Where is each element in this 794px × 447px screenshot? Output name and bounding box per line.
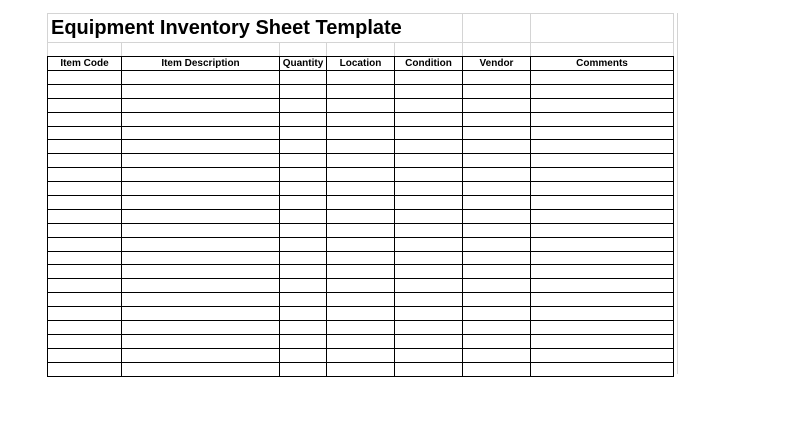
cell-item-code[interactable]	[48, 348, 122, 362]
cell-item-code[interactable]	[48, 71, 122, 85]
empty-cell[interactable]	[395, 43, 463, 57]
cell-location[interactable]	[327, 348, 395, 362]
cell-condition[interactable]	[395, 334, 463, 348]
cell-item-description[interactable]	[122, 196, 280, 210]
cell-comments[interactable]	[531, 265, 674, 279]
cell-comments[interactable]	[531, 126, 674, 140]
cell-item-code[interactable]	[48, 98, 122, 112]
header-item-code[interactable]: Item Code	[48, 57, 122, 71]
table-row	[48, 321, 674, 335]
cell-comments[interactable]	[531, 279, 674, 293]
cell-item-code[interactable]	[48, 362, 122, 376]
cell-item-description[interactable]	[122, 321, 280, 335]
cell-vendor[interactable]	[463, 334, 531, 348]
cell-location[interactable]	[327, 321, 395, 335]
cell-condition[interactable]	[395, 112, 463, 126]
table-row	[48, 334, 674, 348]
table-row	[48, 293, 674, 307]
cell-location[interactable]	[327, 126, 395, 140]
empty-cell[interactable]	[280, 43, 327, 57]
cell-comments[interactable]	[531, 182, 674, 196]
gridline-edge	[677, 13, 678, 374]
empty-cell[interactable]	[531, 14, 674, 43]
cell-condition[interactable]	[395, 321, 463, 335]
cell-condition[interactable]	[395, 307, 463, 321]
cell-vendor[interactable]	[463, 321, 531, 335]
cell-condition[interactable]	[395, 98, 463, 112]
table-row	[48, 126, 674, 140]
cell-vendor[interactable]	[463, 237, 531, 251]
cell-vendor[interactable]	[463, 307, 531, 321]
cell-comments[interactable]	[531, 98, 674, 112]
cell-comments[interactable]	[531, 196, 674, 210]
cell-quantity[interactable]	[280, 334, 327, 348]
cell-quantity[interactable]	[280, 154, 327, 168]
cell-item-description[interactable]	[122, 334, 280, 348]
cell-comments[interactable]	[531, 140, 674, 154]
cell-quantity[interactable]	[280, 112, 327, 126]
cell-comments[interactable]	[531, 321, 674, 335]
cell-comments[interactable]	[531, 334, 674, 348]
cell-item-description[interactable]	[122, 293, 280, 307]
spacer-row	[48, 43, 674, 57]
cell-location[interactable]	[327, 209, 395, 223]
header-quantity[interactable]: Quantity	[280, 57, 327, 71]
cell-comments[interactable]	[531, 251, 674, 265]
cell-quantity[interactable]	[280, 265, 327, 279]
cell-item-code[interactable]	[48, 209, 122, 223]
table-row	[48, 362, 674, 376]
cell-condition[interactable]	[395, 348, 463, 362]
cell-item-code[interactable]	[48, 265, 122, 279]
cell-item-description[interactable]	[122, 209, 280, 223]
cell-vendor[interactable]	[463, 98, 531, 112]
cell-item-description[interactable]	[122, 223, 280, 237]
cell-item-description[interactable]	[122, 154, 280, 168]
cell-quantity[interactable]	[280, 71, 327, 85]
cell-vendor[interactable]	[463, 293, 531, 307]
cell-location[interactable]	[327, 196, 395, 210]
cell-item-code[interactable]	[48, 334, 122, 348]
cell-quantity[interactable]	[280, 223, 327, 237]
table-row	[48, 98, 674, 112]
cell-location[interactable]	[327, 84, 395, 98]
cell-location[interactable]	[327, 237, 395, 251]
cell-vendor[interactable]	[463, 279, 531, 293]
cell-comments[interactable]	[531, 84, 674, 98]
cell-item-description[interactable]	[122, 251, 280, 265]
table-row	[48, 251, 674, 265]
cell-location[interactable]	[327, 334, 395, 348]
cell-quantity[interactable]	[280, 321, 327, 335]
table-row	[48, 307, 674, 321]
header-location[interactable]: Location	[327, 57, 395, 71]
cell-location[interactable]	[327, 71, 395, 85]
sheet-title[interactable]: Equipment Inventory Sheet Template	[48, 14, 463, 43]
cell-item-description[interactable]	[122, 265, 280, 279]
cell-quantity[interactable]	[280, 84, 327, 98]
empty-cell[interactable]	[463, 14, 531, 43]
cell-condition[interactable]	[395, 126, 463, 140]
cell-comments[interactable]	[531, 362, 674, 376]
cell-vendor[interactable]	[463, 223, 531, 237]
table-row	[48, 237, 674, 251]
cell-comments[interactable]	[531, 237, 674, 251]
table-row	[48, 140, 674, 154]
table-row	[48, 71, 674, 85]
table-row	[48, 265, 674, 279]
cell-item-code[interactable]	[48, 140, 122, 154]
cell-vendor[interactable]	[463, 182, 531, 196]
cell-location[interactable]	[327, 265, 395, 279]
cell-vendor[interactable]	[463, 196, 531, 210]
table-row	[48, 196, 674, 210]
cell-quantity[interactable]	[280, 126, 327, 140]
cell-item-code[interactable]	[48, 126, 122, 140]
table-row	[48, 112, 674, 126]
cell-quantity[interactable]	[280, 251, 327, 265]
cell-item-description[interactable]	[122, 112, 280, 126]
cell-item-description[interactable]	[122, 98, 280, 112]
table-row	[48, 168, 674, 182]
cell-item-code[interactable]	[48, 251, 122, 265]
cell-location[interactable]	[327, 182, 395, 196]
cell-quantity[interactable]	[280, 348, 327, 362]
cell-location[interactable]	[327, 293, 395, 307]
cell-condition[interactable]	[395, 168, 463, 182]
empty-cell[interactable]	[531, 43, 674, 57]
cell-condition[interactable]	[395, 154, 463, 168]
cell-item-description[interactable]	[122, 348, 280, 362]
cell-item-description[interactable]	[122, 126, 280, 140]
cell-quantity[interactable]	[280, 140, 327, 154]
empty-cell[interactable]	[327, 43, 395, 57]
cell-comments[interactable]	[531, 168, 674, 182]
table-row	[48, 182, 674, 196]
cell-condition[interactable]	[395, 279, 463, 293]
cell-item-description[interactable]	[122, 182, 280, 196]
cell-location[interactable]	[327, 154, 395, 168]
cell-vendor[interactable]	[463, 126, 531, 140]
cell-comments[interactable]	[531, 223, 674, 237]
cell-item-code[interactable]	[48, 84, 122, 98]
cell-comments[interactable]	[531, 154, 674, 168]
cell-condition[interactable]	[395, 237, 463, 251]
table-row	[48, 279, 674, 293]
header-comments[interactable]: Comments	[531, 57, 674, 71]
cell-vendor[interactable]	[463, 168, 531, 182]
cell-item-description[interactable]	[122, 237, 280, 251]
cell-condition[interactable]	[395, 196, 463, 210]
cell-location[interactable]	[327, 98, 395, 112]
cell-quantity[interactable]	[280, 209, 327, 223]
cell-vendor[interactable]	[463, 154, 531, 168]
cell-item-description[interactable]	[122, 168, 280, 182]
cell-vendor[interactable]	[463, 251, 531, 265]
empty-cell[interactable]	[122, 43, 280, 57]
header-vendor[interactable]: Vendor	[463, 57, 531, 71]
cell-vendor[interactable]	[463, 71, 531, 85]
empty-cell[interactable]	[48, 43, 122, 57]
table-row	[48, 209, 674, 223]
cell-location[interactable]	[327, 168, 395, 182]
cell-vendor[interactable]	[463, 348, 531, 362]
cell-comments[interactable]	[531, 348, 674, 362]
cell-item-description[interactable]	[122, 140, 280, 154]
cell-condition[interactable]	[395, 140, 463, 154]
cell-condition[interactable]	[395, 293, 463, 307]
table-row	[48, 223, 674, 237]
cell-item-code[interactable]	[48, 112, 122, 126]
cell-item-description[interactable]	[122, 71, 280, 85]
cell-location[interactable]	[327, 140, 395, 154]
cell-condition[interactable]	[395, 265, 463, 279]
cell-item-code[interactable]	[48, 168, 122, 182]
cell-quantity[interactable]	[280, 237, 327, 251]
cell-condition[interactable]	[395, 223, 463, 237]
cell-quantity[interactable]	[280, 362, 327, 376]
cell-condition[interactable]	[395, 209, 463, 223]
cell-item-code[interactable]	[48, 237, 122, 251]
header-condition[interactable]: Condition	[395, 57, 463, 71]
cell-quantity[interactable]	[280, 168, 327, 182]
cell-condition[interactable]	[395, 182, 463, 196]
cell-comments[interactable]	[531, 307, 674, 321]
cell-location[interactable]	[327, 251, 395, 265]
cell-quantity[interactable]	[280, 98, 327, 112]
cell-quantity[interactable]	[280, 196, 327, 210]
cell-location[interactable]	[327, 279, 395, 293]
cell-item-description[interactable]	[122, 307, 280, 321]
inventory-table	[47, 13, 674, 377]
title-row	[48, 14, 674, 43]
cell-item-code[interactable]	[48, 279, 122, 293]
cell-comments[interactable]	[531, 71, 674, 85]
header-item-description[interactable]: Item Description	[122, 57, 280, 71]
cell-comments[interactable]	[531, 112, 674, 126]
cell-condition[interactable]	[395, 84, 463, 98]
cell-item-code[interactable]	[48, 293, 122, 307]
cell-vendor[interactable]	[463, 362, 531, 376]
cell-location[interactable]	[327, 112, 395, 126]
cell-item-code[interactable]	[48, 223, 122, 237]
cell-condition[interactable]	[395, 362, 463, 376]
header-row	[48, 57, 674, 71]
cell-vendor[interactable]	[463, 209, 531, 223]
cell-location[interactable]	[327, 223, 395, 237]
cell-item-description[interactable]	[122, 279, 280, 293]
cell-vendor[interactable]	[463, 84, 531, 98]
cell-condition[interactable]	[395, 71, 463, 85]
empty-cell[interactable]	[463, 43, 531, 57]
cell-comments[interactable]	[531, 293, 674, 307]
table-row	[48, 84, 674, 98]
cell-quantity[interactable]	[280, 307, 327, 321]
cell-vendor[interactable]	[463, 265, 531, 279]
cell-quantity[interactable]	[280, 293, 327, 307]
cell-item-code[interactable]	[48, 182, 122, 196]
table-row	[48, 348, 674, 362]
cell-condition[interactable]	[395, 251, 463, 265]
cell-quantity[interactable]	[280, 182, 327, 196]
cell-location[interactable]	[327, 307, 395, 321]
cell-item-code[interactable]	[48, 307, 122, 321]
cell-item-description[interactable]	[122, 362, 280, 376]
cell-vendor[interactable]	[463, 112, 531, 126]
table-row	[48, 154, 674, 168]
cell-comments[interactable]	[531, 209, 674, 223]
cell-item-code[interactable]	[48, 154, 122, 168]
cell-item-code[interactable]	[48, 196, 122, 210]
cell-item-code[interactable]	[48, 321, 122, 335]
cell-item-description[interactable]	[122, 84, 280, 98]
cell-location[interactable]	[327, 362, 395, 376]
cell-quantity[interactable]	[280, 279, 327, 293]
cell-vendor[interactable]	[463, 140, 531, 154]
